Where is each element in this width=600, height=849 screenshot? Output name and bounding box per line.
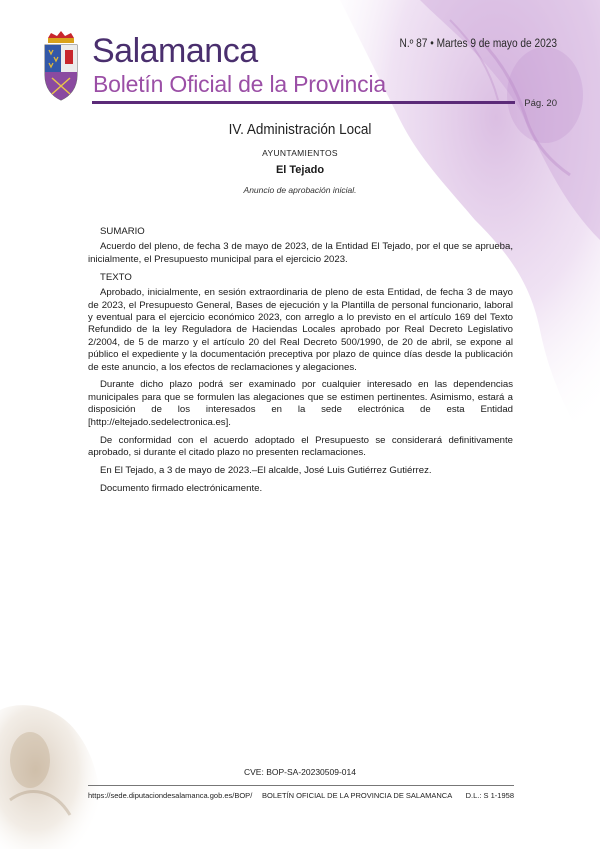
page-number: Pág. 20 <box>524 98 557 109</box>
coat-of-arms-icon <box>40 30 82 102</box>
signature-line: En El Tejado, a 3 de mayo de 2023.–El alcalde, José Luis Gutiérrez Gutiérrez. <box>100 464 432 476</box>
body-paragraph: Durante dicho plazo podrá ser examinado por cualquier interesado en las dependencias municipales para que se formulen las alegaciones que se estimen pertinentes. Asimismo, estará a disposición de los interesados en la sede electrónica de esta Entidad [http://eltejado.sedelectronica.es]. <box>88 379 513 428</box>
footer-url-link[interactable]: https://sede.diputaciondesalamanca.gob.es/BOP/ <box>88 791 253 800</box>
cve-code: CVE: BOP-SA-20230509-014 <box>244 767 356 777</box>
entity-name: El Tejado <box>275 164 325 176</box>
category-label: AYUNTAMIENTOS <box>262 148 338 158</box>
summary-paragraph: Acuerdo del pleno, de fecha 3 de mayo de 2023, de la Entidad El Tejado, por el que se aprueba, inicialmente, el Presupuesto municipal para el ejercicio 2023. <box>88 241 513 265</box>
electronic-signature-note: Documento firmado electrónicamente. <box>100 482 263 494</box>
document-body <box>88 226 513 501</box>
legal-deposit: D.L.: S 1-1958 <box>465 791 514 800</box>
header-rule <box>92 101 515 104</box>
body-paragraph: Aprobado, inicialmente, en sesión extraordinaria de pleno de esta Entidad, de fecha 3 de mayo de 2023, el Presupuesto General, Bases de ejecución y la Plantilla de personal funcionario, laboral y eventual para el ejercicio económico 2023, con arreglo a lo previsto en el artículo 169 del Texto Refundido de la ley Reguladora de Haciendas Locales aprobado por Real Decreto Legislativo 2/2004, de 5 de marzo y el artículo 20 del Real Decreto 500/1990, de 20 de abril, se expone al público el expediente y la documentación preceptiva por plazo de quince días desde la publicación de este anuncio, a los efectos de reclamaciones y alegaciones. <box>88 287 513 373</box>
summary-heading: SUMARIO <box>100 226 145 237</box>
section-title: IV. Administración Local <box>228 121 372 138</box>
footer-publication-name: BOLETÍN OFICIAL DE LA PROVINCIA DE SALAMANCA <box>262 791 453 800</box>
masthead-title: Salamanca <box>92 32 258 70</box>
body-paragraph: De conformidad con el acuerdo adoptado el Presupuesto se considerará definitivamente aprobado, si durante el citado plazo no presenten reclamaciones. <box>88 434 513 458</box>
text-heading: TEXTO <box>100 271 132 283</box>
announcement-subtitle: Anuncio de aprobación inicial. <box>243 185 357 195</box>
issue-number-date: N.º 87 • Martes 9 de mayo de 2023 <box>399 38 557 50</box>
masthead-subtitle: Boletín Oficial de la Provincia <box>93 71 386 97</box>
footer-rule <box>88 785 514 786</box>
